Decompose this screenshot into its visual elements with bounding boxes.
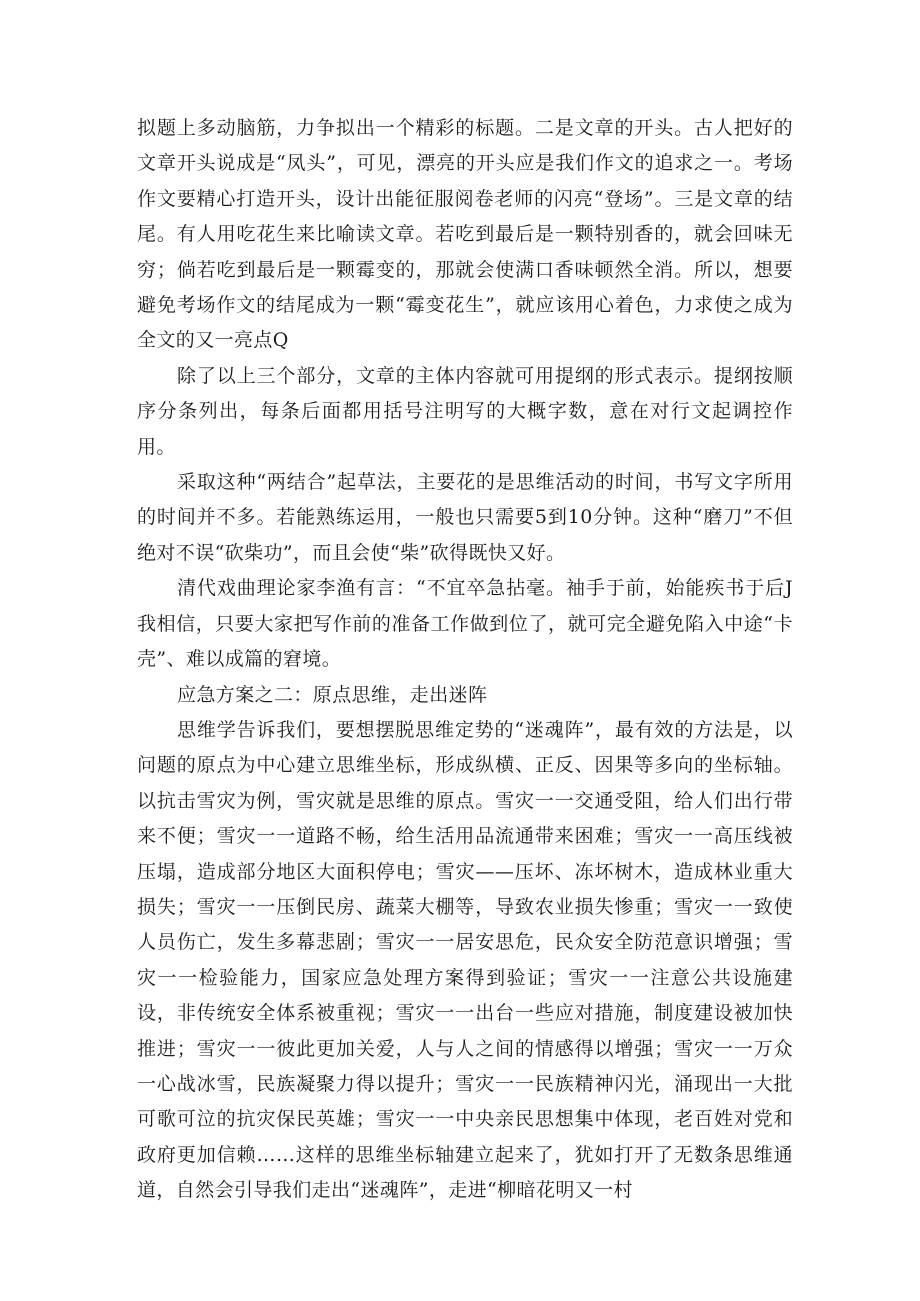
- document-body: [137, 111, 793, 1209]
- paragraph-1: 拟题上多动脑筋，力争拟出一个精彩的标题。二是文章的开头。古人把好的文章开头说成是“凤头”，可见，漂亮的开头应是我们作文的追求之一。考场作文要精心打造开头，设计出能征服阅卷老师的闪亮“登场”。三是文章的结尾。有人用吃花生来比喻读文章。若吃到最后是一颗特别香的，就会回味无穷；倘若吃到最后是一颗霉变的，那就会使满口香味顿然全消。所以，想要避免考场作文的结尾成为一颗“霉变花生”，就应该用心着色，力求使之成为全文的又一亮点Q: [137, 117, 793, 352]
- paragraph-3: 采取这种“两结合”起草法，主要花的是思维活动的时间，书写文字所用的时间并不多。若能熟练运用，一般也只需要5到10分钟。这种“磨刀”不但绝对不误“砍柴功”，而且会使“柴”砍得既快又好。: [137, 471, 793, 564]
- paragraph-2: 除了以上三个部分，文章的主体内容就可用提纲的形式表示。提纲按顺序分条列出，每条后面都用括号注明写的大概字数，意在对行文起调控作用。: [137, 364, 793, 458]
- paragraph-5: 思维学告诉我们，要想摆脱思维定势的“迷魂阵”，最有效的方法是，以问题的原点为中心建立思维坐标，形成纵横、正反、因果等多向的坐标轴。以抗击雪灾为例，雪灾就是思维的原点。雪灾一一交通受阻，给人们出行带来不便；雪灾一一道路不畅，给生活用品流通带来困难；雪灾一一高压线被压塌，造成部分地区大面积停电；雪灾——压坏、冻坏树木，造成林业重大损失；雪灾一一压倒民房、蔬菜大棚等，导致农业损失惨重；雪灾一一致使人员伤亡，发生多幕悲剧；雪灾一一居安思危，民众安全防范意识增强；雪灾一一检验能力，国家应急处理方案得到验证；雪灾一一注意公共设施建设，非传统安全体系被重视；雪灾一一出台一些应对措施，制度建设被加快推进；雪灾一一彼此更加关爱，人与人之间的情感得以增强；雪灾一一万众一心战冰雪，民族凝聚力得以提升；雪灾一一民族精神闪光，涌现出一大批可歌可泣的抗灾保民英雄；雪灾一一中央亲民思想集中体现，老百姓对党和政府更加信赖……这样的思维坐标轴建立起来了，犹如打开了无数条思维通道，自然会引导我们走出“迷魂阵”，走进“柳暗花明又一村: [137, 718, 793, 1202]
- paragraph-4: 清代戏曲理论家李渔有言：“不宜卒急拈毫。袖手于前，始能疾书于后J我相信，只要大家把写作前的准备工作做到位了，就可完全避免陷入中途“卡壳”、难以成篇的窘境。: [137, 577, 793, 671]
- section-heading: 应急方案之二：原点思维，走出迷阵: [177, 683, 488, 706]
